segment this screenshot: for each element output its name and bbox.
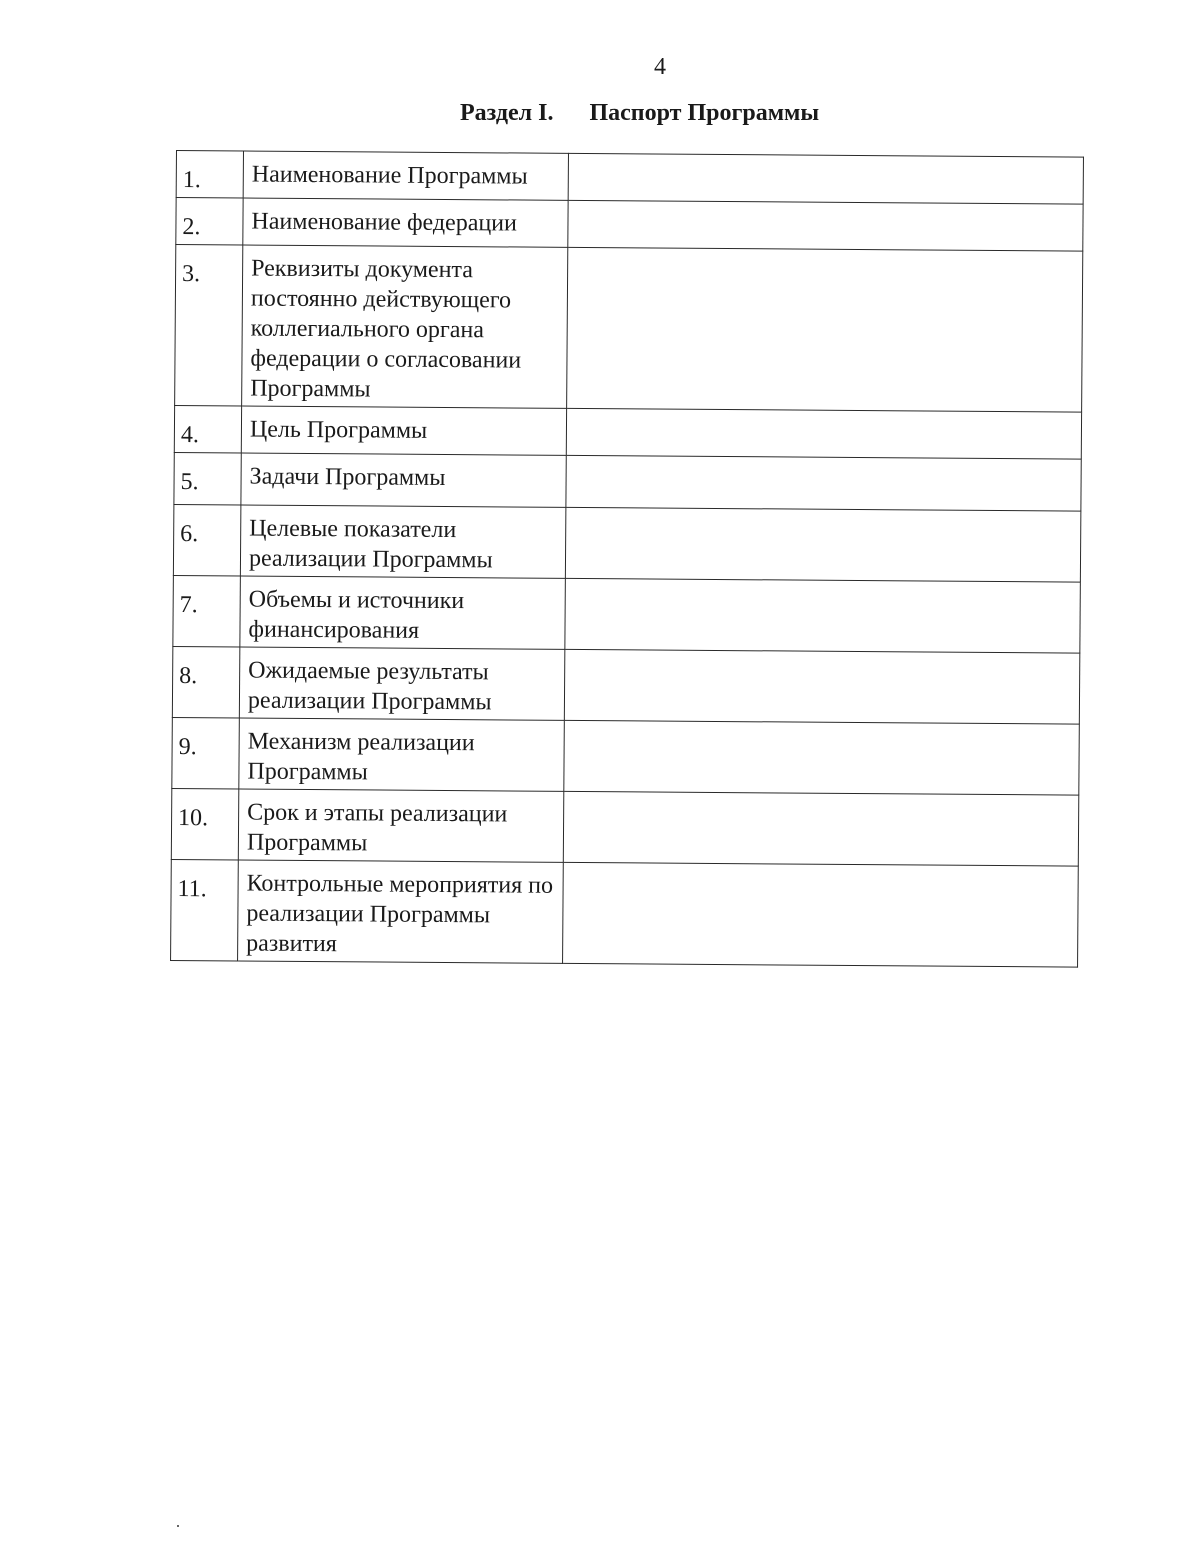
row-value	[568, 153, 1083, 204]
row-value	[567, 247, 1083, 412]
row-value	[563, 862, 1079, 967]
scan-speck	[177, 1525, 179, 1527]
section-number: Раздел I.	[460, 100, 554, 126]
row-number: 8.	[172, 646, 240, 717]
row-value	[563, 791, 1079, 866]
row-number: 4.	[174, 405, 241, 452]
table-row	[174, 452, 1081, 511]
table-row	[173, 575, 1080, 653]
row-value	[565, 578, 1081, 653]
row-number: 1.	[176, 151, 243, 198]
table-row	[175, 245, 1083, 413]
row-label: Реквизиты документа постоянно действующего коллегиального органа федерации о согласовании Программы	[242, 245, 568, 408]
row-label: Наименование федерации	[243, 198, 568, 247]
row-label: Задачи Программы	[241, 453, 566, 507]
row-number: 7.	[173, 575, 241, 646]
row-label: Цель Программы	[241, 406, 566, 455]
row-label: Ожидаемые результаты реализации Программы	[239, 647, 565, 720]
row-number: 10.	[171, 788, 239, 859]
row-number: 2.	[176, 198, 243, 245]
row-label: Механизм реализации Программы	[239, 718, 565, 791]
row-value	[566, 455, 1081, 511]
table-row	[173, 504, 1080, 582]
table-row	[176, 198, 1083, 252]
row-number: 11.	[171, 859, 239, 960]
table-row	[176, 151, 1083, 205]
row-label: Целевые показатели реализации Программы	[240, 505, 566, 578]
row-number: 5.	[174, 452, 241, 504]
row-number: 9.	[172, 717, 240, 788]
table-row	[171, 859, 1079, 967]
row-number: 3.	[175, 245, 243, 406]
row-value	[564, 720, 1080, 795]
program-passport-table	[170, 150, 1084, 968]
row-value	[568, 200, 1083, 251]
row-label: Наименование Программы	[243, 151, 568, 200]
page-number: 4	[654, 54, 666, 80]
row-label: Срок и этапы реализации Программы	[238, 789, 564, 862]
row-value	[565, 507, 1081, 582]
table-row	[172, 717, 1079, 795]
row-label: Контрольные мероприятия по реализации Программы развития	[238, 860, 564, 963]
table-row	[174, 405, 1081, 459]
table-row	[172, 646, 1079, 724]
section-title	[460, 100, 819, 127]
row-value	[566, 408, 1081, 459]
row-value	[564, 649, 1080, 724]
table-row	[171, 788, 1078, 866]
section-name: Паспорт Программы	[589, 100, 820, 126]
row-number: 6.	[173, 504, 241, 575]
row-label: Объемы и источники финансирования	[240, 576, 566, 649]
